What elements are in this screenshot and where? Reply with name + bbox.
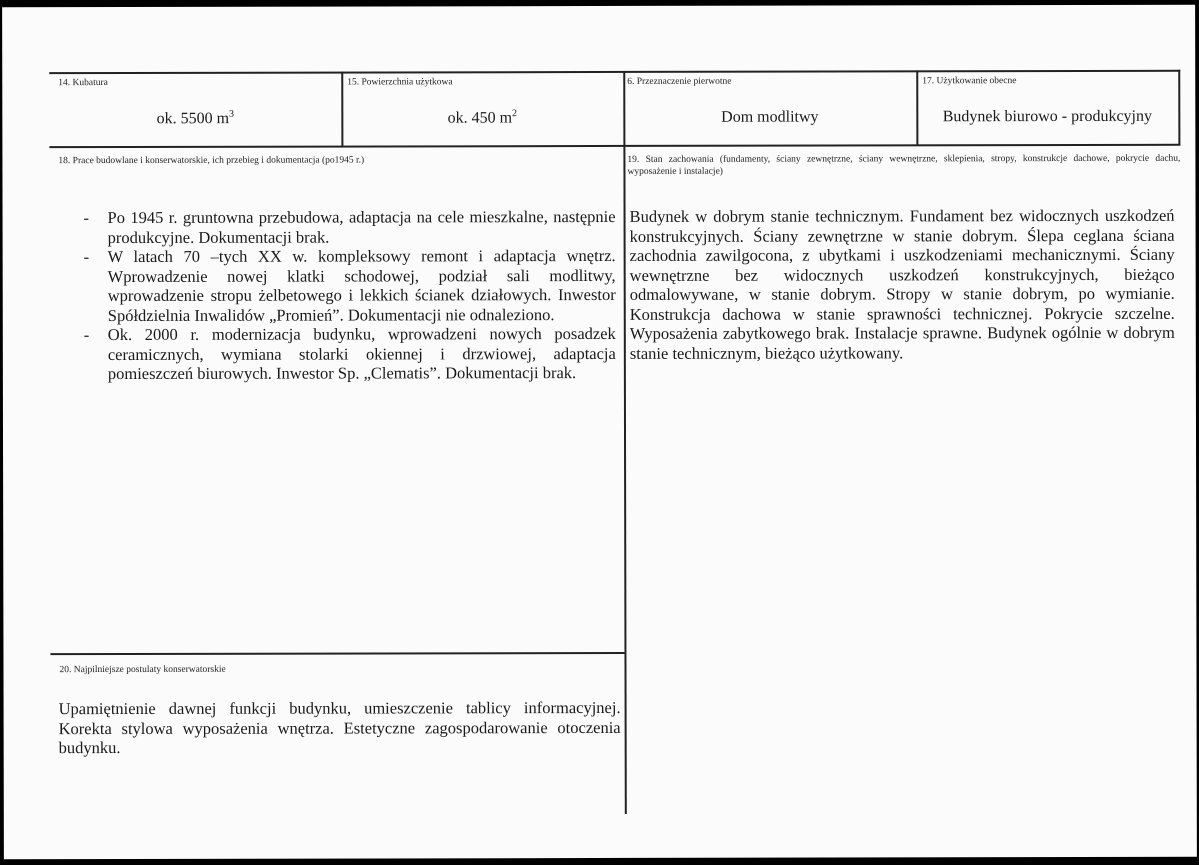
powierzchnia-value: ok. 450 $m^2$ [447, 108, 518, 127]
list-item: - Po 1945 r. gruntowna przebudowa, adaptacja na cele mieszkalne, następnie produkcyjne. Dokumentacji brak. [58, 207, 616, 247]
form-frame [49, 63, 1182, 815]
section18-list [58, 207, 616, 384]
row1-bottom-rule [49, 144, 1180, 148]
section19-label: 19. Stan zachowania (fundamenty, ściany zewnętrzne, ściany wewnętrzne, sklepienia, stropy, konstrukcje dachowe, pokrycie dachu, wyposażenie i instalacje) [627, 153, 1181, 177]
document-page [2, 5, 1197, 859]
list-item: - W latach 70 –tych XX w. kompleksowy remont i adaptacja wnętrz. Wprowadzenie nowej klatki schodowej, podział sali modlitwy, wprowadzenie stropu żelbetowego i lekkich ścianek działowych. Inwestor Spółdzielnia Inwalidów „Promień”. Dokumentacji nie odnaleziono. [58, 246, 616, 325]
section20-label: 20. Najpilniejsze postulaty konserwatorskie [59, 664, 226, 676]
list-item: - Ok. 2000 r. modernizacja budynku, wprowadzeni nowych posadzek ceramicznych, wymiana stolarki okiennej i drzwiowej, adaptacja pomieszczeń biurowych. Inwestor Sp. „Clematis”. Dokumentacji brak. [58, 324, 616, 384]
right-border [1178, 70, 1180, 145]
przeznaczenie-value: Dom modlitwy [721, 108, 819, 126]
section20-text: Upamiętnienie dawnej funkcji budynku, umieszczenie tablicy informacyjnej. Korekta stylowa wyposażenia wnętrza. Estetyczne zagospodarowanie otoczenia budynku. [58, 697, 621, 758]
section19-text: Budynek w dobrym stanie technicznym. Fundament bez widocznych uszkodzeń konstrukcyjnych. Ściany zewnętrzne w stanie dobrym. Ślepa ceglana ściana zachodnia zawilgocona, z ubytkami i uszkodzeniami mechanicznymi. Ściany wewnętrzne bez widocznych uszkodzeń konstrukcyjnych, bieżąco odmalowywane, w stanie dobrym. Stropy w stanie dobrym, po wymianie. Konstrukcja dachowa w stanie sprawności technicznej. Pokrycie szczelne. Wyposażenia zabytkowego brak. Instalacje sprawne. Budynek ogólnie w dobrym stanie technicznym, bieżąco użytkowany. [629, 205, 1175, 363]
top-rule [49, 70, 1180, 74]
section18-label: 18. Prace budowlane i konserwatorskie, ich przebieg i dokumentacja (po1945 r.) [58, 155, 365, 167]
kubatura-label: 14. Kubatura [58, 78, 108, 89]
uzytkowanie-label: 17. Użytkowanie obecne [922, 76, 1017, 87]
uzytkowanie-value: Budynek biurowo - produkcyjny [942, 107, 1153, 126]
center-divider [623, 71, 626, 814]
przeznaczenie-label: 6. Przeznaczenie pierwotne [627, 76, 732, 87]
section20-top-rule [50, 652, 624, 655]
kubatura-value: ok. 5500 $m^3$ [156, 108, 235, 128]
powierzchnia-label: 15. Powierzchnia użytkowa [347, 77, 453, 88]
